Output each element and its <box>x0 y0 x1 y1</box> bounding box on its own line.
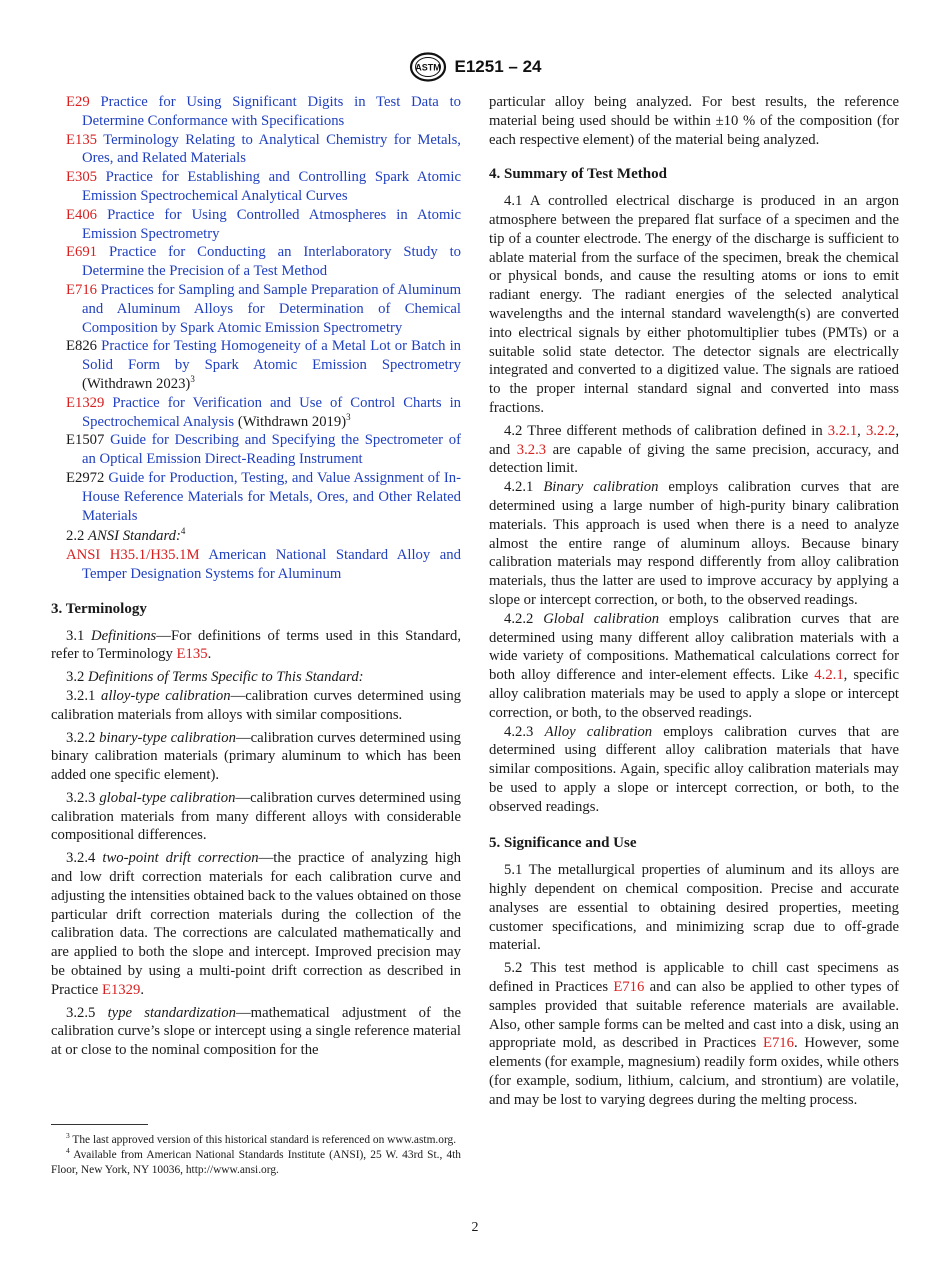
reference-title-link[interactable]: Practice for Using Significant Digits in Test Data to Determine Conformance with Specifications <box>82 94 461 129</box>
cross-reference-link[interactable]: E716 <box>613 979 645 996</box>
reference-title-link[interactable]: Guide for Production, Testing, and Value Assignment of In-House Reference Materials for Metals, Ores, and Other Related Materials <box>82 469 461 524</box>
reference-code-link[interactable]: E716 <box>66 281 98 298</box>
reference-code-link[interactable]: E29 <box>66 94 90 110</box>
reference-item <box>51 243 461 281</box>
document-code: E1251 – 24 <box>454 57 542 76</box>
cross-reference-link[interactable]: E1329 <box>101 981 141 998</box>
reference-code-link[interactable]: E406 <box>66 206 98 223</box>
reference-code: E826 <box>66 338 98 355</box>
reference-list <box>51 93 461 525</box>
left-column <box>51 93 461 1060</box>
definition-3-2-3: 3.2.3 global-type calibration—calibration curves determined using calibration materials from many different alloys with considerable compositional differences. <box>51 789 462 844</box>
paragraph-4-2-2: 4.2.2 Global calibration employs calibration curves that are determined using many different alloy calibration materials with a wide variety of compositions. Mathematical calculations correct for both alloy difference and inter-element effects. Like 4.2.1, specific alloy calibration materials may be used to apply a slope or intercept correction, or both, to the observed readings. <box>489 610 899 721</box>
right-column <box>489 93 899 1110</box>
paragraph-4-2-3: 4.2.3 Alloy calibration employs calibration curves that are determined using different alloy calibration materials that have similar compositions. Again, specific alloy calibration materials may be used to apply a slope or intercept correction, or both, to the observed readings. <box>489 723 899 815</box>
reference-item <box>51 337 461 393</box>
astm-logo-text: ASTM <box>414 62 441 73</box>
footnote: $^3$ The last approved version of this historical standard is referenced on www.astm.org. <box>66 1131 457 1146</box>
reference-code-link[interactable]: E135 <box>66 131 98 148</box>
cross-reference-link[interactable]: 3.2.3 <box>516 441 547 458</box>
paragraph-5-2: 5.2 This test method is applicable to chill cast specimens as defined in Practices E716 and can also be applied to other types of samples provided that suitable reference materials are available. Also, other sample forms can be melted and cast into a disk, using an appropriate mold, as described in Practices E716. However, some elements (for example, magnesium) readily form oxides, while others (for example, sodium, lithium, calcium, and strontium) are volatile, and may be lost to varying degrees during the melting process. <box>489 960 899 1108</box>
definition-3-2-2: 3.2.2 binary-type calibration—calibration curves determined using binary calibration materials (primary aluminum to which has been added one specific element). <box>51 729 462 784</box>
reference-title-link[interactable]: Practice for Verification and Use of Control Charts in Spectrochemical Analysis <box>82 394 462 430</box>
reference-title-link[interactable]: American National Standard Alloy and Temper Designation Systems for Aluminum <box>82 547 461 582</box>
paragraph-4-2: 4.2 Three different methods of calibration defined in 3.2.1, 3.2.2, and 3.2.3 are capable of giving the same precision, accuracy, and detection limit. <box>489 422 899 477</box>
cross-reference-link[interactable]: E135 <box>176 646 208 663</box>
footnote-marker: 3 <box>190 374 195 385</box>
continued-paragraph: particular alloy being analyzed. For best results, the reference material being used should be within ±10 % of the composition (for each respective element) of the material being analyzed. <box>489 94 899 148</box>
paragraph-3-1: 3.1 Definitions—For definitions of terms used in this Standard, refer to Terminology E135. <box>51 627 461 663</box>
reference-code-link[interactable]: ANSI H35.1/H35.1M <box>66 547 200 564</box>
section-heading: 5. Significance and Use <box>489 835 637 852</box>
paragraph-4-2-1: 4.2.1 Binary calibration employs calibration curves that are determined using a large number of high-purity binary calibration materials. This approach is used when there is a need to analyze almost the entire range of aluminum alloys. Because binary calibration materials may respond differently from alloy calibration materials, thus the latter are used to improve accuracy by applying a slope or intercept correction, or both, to the observed readings. <box>489 479 900 608</box>
reference-title-link[interactable]: Practice for Establishing and Controlling Spark Atomic Emission Spectrochemical Analytical Curves <box>82 169 461 204</box>
reference-item <box>51 431 461 469</box>
reference-title-link[interactable]: Guide for Describing and Specifying the Spectrometer of an Optical Emission Direct-Reading Instrument <box>82 432 461 468</box>
reference-title-link[interactable]: Practices for Sampling and Sample Preparation of Aluminum and Aluminum Alloys for Determination of Chemical Composition by Spark Atomic Emission Spectrometry <box>82 281 461 336</box>
footnotes <box>51 1133 461 1178</box>
reference-title-link[interactable]: Practice for Conducting an Interlaboratory Study to Determine the Precision of a Test Method <box>82 244 461 280</box>
definition-3-2-4: 3.2.4 two-point drift correction—the practice of analyzing high and low drift correction materials for each calibration curve and adjusting the intensities obtained back to the values obtained on those particular drift correction materials during the collection of the calibration data. The corrections are calculated mathematically and are applied to both the slope and intercept. Improved precision may be obtained by using a multi-point drift correction as described in Practice E1329. <box>51 850 462 998</box>
section-heading: 3. Terminology <box>51 600 147 617</box>
reference-item <box>51 93 461 131</box>
footnote-marker: 3 <box>346 411 351 422</box>
reference-title-link[interactable]: Practice for Testing Homogeneity of a Metal Lot or Batch in Solid Form by Spark Atomic Emission Spectrometry <box>82 338 461 374</box>
reference-item <box>51 168 461 206</box>
definition-3-2-5: 3.2.5 type standardization—mathematical adjustment of the calibration curve’s slope or intercept using a single reference material at or close to the nominal composition for the <box>51 1004 462 1059</box>
cross-reference-link[interactable]: E716 <box>762 1035 794 1052</box>
paragraph-5-1: 5.1 The metallurgical properties of aluminum and its alloys are highly dependent on chemical composition. Precise and accurate analyses are essential to obtaining desired properties, meeting customer specifications, and minimizing scrap due to off-grade material. <box>489 862 899 954</box>
page-number: 2 <box>471 1220 479 1235</box>
reference-item <box>51 281 461 337</box>
reference-code: E2972 <box>66 469 105 486</box>
reference-item <box>51 394 461 432</box>
cross-reference-link[interactable]: 3.2.2 <box>865 422 896 439</box>
ansi-standard-heading: 2.2 ANSI Standard:$^4$ <box>66 526 186 545</box>
cross-reference-link[interactable]: 3.2.1 <box>827 422 858 439</box>
footnote-divider <box>51 1124 148 1125</box>
cross-reference-link[interactable]: 4.2.1 <box>814 667 844 684</box>
paragraph-3-2: 3.2 Definitions of Terms Specific to This Standard: <box>66 669 364 686</box>
section-heading: 4. Summary of Test Method <box>489 166 667 183</box>
reference-item <box>51 131 461 169</box>
reference-item <box>51 206 461 244</box>
reference-code: E1507 <box>66 432 105 449</box>
paragraph-4-1: 4.1 A controlled electrical discharge is produced in an argon atmosphere between the prepared flat surface of a specimen and the tip of a counter electrode. The energy of the discharge is sufficient to ablate material from the surface of the specimen, break the chemical or physical bonds, and cause the resulting atoms or ions to emit radiant energy. The radiant energies of the selected analytical wavelengths and the internal standard wavelength(s) are converted into electrical signals by either photomultiplier tubes (PMTs) or a suitable solid state detector. The detector signals are electrically integrated and converted to a digitized value. The signals are ratioed to the proper internal standard signal and converted into mass fractions. <box>489 193 899 416</box>
page-header <box>0 52 950 86</box>
reference-code-link[interactable]: E691 <box>66 244 98 261</box>
reference-code-link[interactable]: E305 <box>66 169 98 186</box>
astm-logo-icon <box>409 52 447 82</box>
reference-item <box>51 546 461 584</box>
withdrawn-note: (Withdrawn 2019) <box>234 413 347 430</box>
footnote: $^4$ Available from American National Standards Institute (ANSI), 25 W. 43rd St., 4th Floor, New York, NY 10036, http://www.ansi.org. <box>51 1146 461 1176</box>
withdrawn-note: (Withdrawn 2023) <box>82 375 191 392</box>
reference-item <box>51 469 461 525</box>
definition-3-2-1: 3.2.1 alloy-type calibration—calibration curves determined using calibration materials from alloys with similar compositions. <box>51 687 462 723</box>
reference-title-link[interactable]: Practice for Using Controlled Atmospheres in Atomic Emission Spectrometry <box>82 206 462 242</box>
reference-code-link[interactable]: E1329 <box>66 394 105 411</box>
reference-title-link[interactable]: Terminology Relating to Analytical Chemistry for Metals, Ores, and Related Materials <box>82 131 461 167</box>
